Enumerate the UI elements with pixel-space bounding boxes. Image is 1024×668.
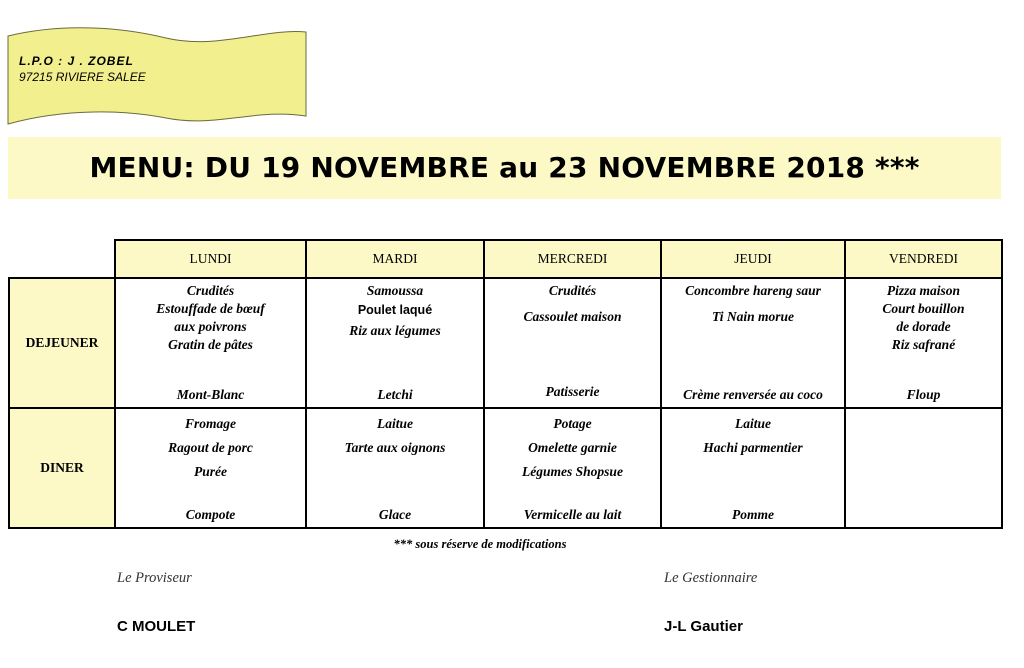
meal-label-dejeuner: DEJEUNER <box>9 278 115 408</box>
menu-cell <box>484 278 661 408</box>
signature-name-right: J-L Gautier <box>664 618 743 635</box>
dessert-item: Floup <box>906 387 941 402</box>
menu-item: Tarte aux oignons <box>344 440 446 455</box>
dessert-item: Glace <box>378 507 412 522</box>
menu-item: Purée <box>194 464 227 479</box>
menu-item: Cassoulet maison <box>523 309 622 324</box>
menu-table <box>8 239 1003 529</box>
menu-cell <box>115 278 306 408</box>
meal-row-dejeuner <box>9 278 1002 408</box>
meal-row-diner <box>9 408 1002 528</box>
menu-item: Crudités <box>186 283 235 298</box>
menu-cell <box>306 408 484 528</box>
menu-item: Crudités <box>548 283 597 298</box>
menu-item: Fromage <box>184 416 236 431</box>
meal-label-diner: DINER <box>9 408 115 528</box>
menu-item: Samoussa <box>366 283 424 298</box>
day-header-mercredi: MERCREDI <box>484 240 661 278</box>
title-bar <box>8 137 1001 199</box>
day-header-jeudi: JEUDI <box>661 240 845 278</box>
menu-item: Légumes Shopsue <box>522 464 623 479</box>
dessert-item: Compote <box>185 507 236 522</box>
menu-item: Ti Nain morue <box>711 309 794 324</box>
school-banner <box>6 24 310 128</box>
menu-item: Hachi parmentier <box>703 440 803 455</box>
menu-cell <box>115 408 306 528</box>
dessert-item: Pomme <box>732 507 774 522</box>
signature-role-right: Le Gestionnaire <box>664 570 758 586</box>
menu-item: Riz aux légumes <box>349 323 441 338</box>
school-address: 97215 RIVIERE SALEE <box>19 70 146 84</box>
menu-item: Gratin de pâtes <box>168 337 253 352</box>
menu-item: Concombre hareng saur <box>685 283 821 298</box>
day-header-vendredi: VENDREDI <box>845 240 1002 278</box>
dessert-item: Letchi <box>377 387 413 402</box>
menu-item: Laitue <box>377 416 413 431</box>
menu-item: Estouffade de bœuf <box>156 301 265 316</box>
page-title: MENU: DU 19 NOVEMBRE au 23 NOVEMBRE 2018 *** <box>89 151 920 184</box>
dessert-item: Crème renversée au coco <box>683 387 823 402</box>
menu-item: Court bouillon <box>882 301 965 316</box>
menu-item: aux poivrons <box>174 319 247 334</box>
corner-cell <box>9 240 115 278</box>
dessert-item: Patisserie <box>545 384 600 399</box>
menu-cell <box>845 278 1002 408</box>
signature-name-left: C MOULET <box>117 618 196 635</box>
menu-item: Riz safrané <box>891 337 956 352</box>
menu-cell <box>661 408 845 528</box>
dessert-item: Mont-Blanc <box>176 387 245 402</box>
menu-cell <box>661 278 845 408</box>
signature-role-left: Le Proviseur <box>117 570 192 586</box>
menu-cell-empty <box>845 408 1002 528</box>
menu-cell <box>484 408 661 528</box>
menu-item: de dorade <box>896 319 951 334</box>
menu-item: Ragout de porc <box>168 440 253 455</box>
disclaimer-note: *** sous réserve de modifications <box>393 537 567 551</box>
school-name: L.P.O : J . ZOBEL <box>19 54 134 68</box>
day-header-lundi: LUNDI <box>115 240 306 278</box>
menu-item: Poulet laqué <box>357 303 433 317</box>
days-header-row <box>9 240 1002 278</box>
dessert-item: Vermicelle au lait <box>523 507 622 522</box>
menu-cell <box>306 278 484 408</box>
menu-item: Laitue <box>735 416 771 431</box>
menu-item: Pizza maison <box>886 283 961 298</box>
menu-item: Omelette garnie <box>528 440 617 455</box>
day-header-mardi: MARDI <box>306 240 484 278</box>
menu-item: Potage <box>553 416 592 431</box>
